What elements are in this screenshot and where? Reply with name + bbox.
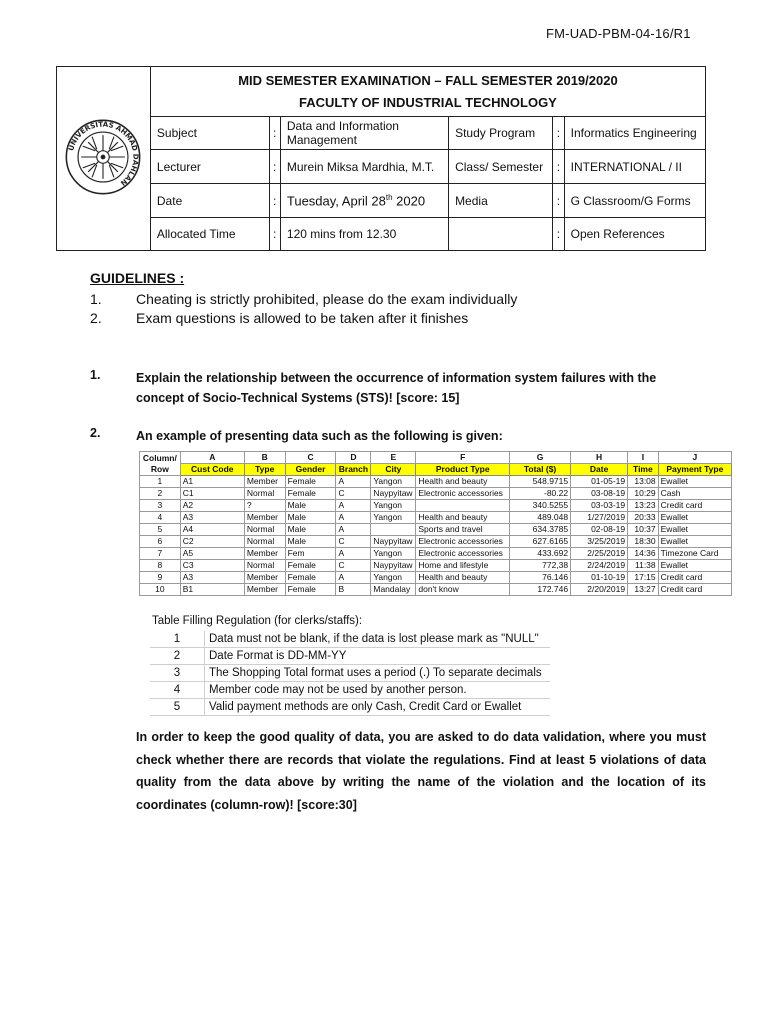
- column-letter: I: [628, 452, 659, 464]
- table-cell: Credit card: [658, 584, 731, 596]
- table-cell: Member: [244, 572, 285, 584]
- table-cell: 3/25/2019: [571, 536, 628, 548]
- table-cell: 01-05-19: [571, 476, 628, 488]
- column-header: Time: [628, 464, 659, 476]
- column-header: Cust Code: [180, 464, 244, 476]
- column-letter: H: [571, 452, 628, 464]
- table-cell: 548.9715: [510, 476, 571, 488]
- column-letter: A: [180, 452, 244, 464]
- guidelines-title: GUIDELINES :: [90, 270, 185, 286]
- table-cell: Male: [285, 500, 336, 512]
- table-cell: A: [336, 548, 371, 560]
- table-cell: Normal: [244, 536, 285, 548]
- table-cell: Cash: [658, 488, 731, 500]
- media-label: Media: [449, 184, 553, 218]
- table-cell: 2/25/2019: [571, 548, 628, 560]
- table-row: [140, 560, 732, 572]
- table-cell: [416, 500, 510, 512]
- column-header: Gender: [285, 464, 336, 476]
- table-cell: A3: [180, 512, 244, 524]
- table-cell: Female: [285, 584, 336, 596]
- table-cell: 03-03-19: [571, 500, 628, 512]
- table-cell: 13:27: [628, 584, 659, 596]
- university-seal-icon: [64, 118, 142, 196]
- date-label: Date: [150, 184, 269, 218]
- table-cell: C: [336, 536, 371, 548]
- table-cell: C3: [180, 560, 244, 572]
- row-number: 1: [140, 476, 181, 488]
- rule-row: 3 The Shopping Total format uses a period (.) To separate decimals: [150, 665, 550, 682]
- table-cell: ?: [244, 500, 285, 512]
- table-cell: A2: [180, 500, 244, 512]
- lecturer-label: Lecturer: [150, 150, 269, 184]
- table-cell: Sports and travel: [416, 524, 510, 536]
- table-cell: 20:33: [628, 512, 659, 524]
- table-cell: A4: [180, 524, 244, 536]
- table-cell: don't know: [416, 584, 510, 596]
- table-row: [140, 488, 732, 500]
- row-number: 3: [140, 500, 181, 512]
- column-header: Branch: [336, 464, 371, 476]
- table-cell: Yangon: [371, 512, 416, 524]
- table-cell: 03-08-19: [571, 488, 628, 500]
- table-cell: Mandalay: [371, 584, 416, 596]
- table-cell: Yangon: [371, 476, 416, 488]
- column-letter: D: [336, 452, 371, 464]
- date-value: Tuesday, April 28th 2020: [280, 184, 448, 218]
- table-cell: 18:30: [628, 536, 659, 548]
- column-header: Total ($): [510, 464, 571, 476]
- table-cell: A3: [180, 572, 244, 584]
- table-cell: 02-08-19: [571, 524, 628, 536]
- table-cell: Normal: [244, 560, 285, 572]
- column-letter: C: [285, 452, 336, 464]
- table-cell: Normal: [244, 524, 285, 536]
- table-cell: Ewallet: [658, 476, 731, 488]
- row-number: 5: [140, 524, 181, 536]
- table-cell: Member: [244, 476, 285, 488]
- table-cell: 76.146: [510, 572, 571, 584]
- study-program-value: Informatics Engineering: [564, 117, 705, 150]
- table-cell: Electronic accessories: [416, 488, 510, 500]
- table-cell: Electronic accessories: [416, 548, 510, 560]
- table-cell: Ewallet: [658, 524, 731, 536]
- table-row: [140, 548, 732, 560]
- table-cell: Ewallet: [658, 536, 731, 548]
- rule-row: 1 Data must not be blank, if the data is lost please mark as "NULL": [150, 631, 550, 648]
- table-cell: Normal: [244, 488, 285, 500]
- table-cell: Male: [285, 536, 336, 548]
- svg-text:UNIVERSITAS AHMAD DAHLAN: UNIVERSITAS AHMAD DAHLAN: [66, 119, 141, 188]
- table-row: [140, 524, 732, 536]
- table-cell: 433.692: [510, 548, 571, 560]
- column-header: Date: [571, 464, 628, 476]
- lecturer-value: Murein Miksa Mardhia, M.T.: [280, 150, 448, 184]
- table-cell: C1: [180, 488, 244, 500]
- table-cell: Yangon: [371, 548, 416, 560]
- column-letter: E: [371, 452, 416, 464]
- table-cell: 627.6165: [510, 536, 571, 548]
- table-cell: Member: [244, 548, 285, 560]
- sample-data-table: [139, 451, 732, 596]
- table-cell: Timezone Card: [658, 548, 731, 560]
- table-cell: C: [336, 488, 371, 500]
- table-cell: 10:29: [628, 488, 659, 500]
- table-cell: Female: [285, 560, 336, 572]
- table-cell: 14:36: [628, 548, 659, 560]
- rule-row: 4 Member code may not be used by another person.: [150, 682, 550, 699]
- column-letter: B: [244, 452, 285, 464]
- table-cell: 1/27/2019: [571, 512, 628, 524]
- question-2: 2. An example of presenting data such as the following is given:: [90, 426, 503, 443]
- empty-label: [449, 218, 553, 251]
- table-row: [140, 476, 732, 488]
- row-number: 4: [140, 512, 181, 524]
- allocated-time-label: Allocated Time: [150, 218, 269, 251]
- table-cell: Health and beauty: [416, 476, 510, 488]
- table-cell: Male: [285, 524, 336, 536]
- table-row: [140, 512, 732, 524]
- rules-table: [150, 631, 550, 716]
- table-cell: Male: [285, 512, 336, 524]
- table-cell: 13:08: [628, 476, 659, 488]
- guideline-item: 1. Cheating is strictly prohibited, please do the exam individually: [90, 291, 518, 307]
- table-cell: Female: [285, 572, 336, 584]
- table-cell: A: [336, 512, 371, 524]
- column-letter: G: [510, 452, 571, 464]
- column-header: City: [371, 464, 416, 476]
- column-header: Product Type: [416, 464, 510, 476]
- table-cell: 634.3785: [510, 524, 571, 536]
- table-cell: Credit card: [658, 572, 731, 584]
- table-cell: 489.048: [510, 512, 571, 524]
- table-cell: Female: [285, 488, 336, 500]
- table-row: [140, 584, 732, 596]
- table-cell: 10:37: [628, 524, 659, 536]
- row-number: 6: [140, 536, 181, 548]
- table-cell: 13:23: [628, 500, 659, 512]
- table-cell: A: [336, 524, 371, 536]
- rule-row: 2 Date Format is DD-MM-YY: [150, 648, 550, 665]
- university-logo: [57, 67, 151, 251]
- table-cell: Ewallet: [658, 512, 731, 524]
- table-cell: [371, 524, 416, 536]
- exam-title-line2: FACULTY OF INDUSTRIAL TECHNOLOGY: [299, 94, 557, 110]
- table-cell: A: [336, 500, 371, 512]
- table-cell: B: [336, 584, 371, 596]
- table-cell: Female: [285, 476, 336, 488]
- table-cell: C2: [180, 536, 244, 548]
- table-cell: Credit card: [658, 500, 731, 512]
- table-cell: 172.746: [510, 584, 571, 596]
- table-cell: Fem: [285, 548, 336, 560]
- table-cell: B1: [180, 584, 244, 596]
- allocated-time-value: 120 mins from 12.30: [280, 218, 448, 251]
- subject-label: Subject: [150, 117, 269, 150]
- table-cell: Member: [244, 512, 285, 524]
- row-number: 10: [140, 584, 181, 596]
- table-cell: Yangon: [371, 500, 416, 512]
- exam-header-table: UNIVERSITAS AHMAD DAHLAN MID SEMESTER EXAMINATION – FALL SEMESTER 2019/2020 FACULTY OF INDUSTRIAL TECHNOLOGY Subject : Data and Information Management Study Program : Informatics Engineering Lecturer : Murein Miksa Mardhia, M.T. Class/ Semester : INTERNATIONAL / II Date : Tuesday, April 28th 2020 Media : G Classroom/G Forms Allocated Time : 120 mins from 12.30 : Open References: [56, 66, 706, 251]
- class-semester-label: Class/ Semester: [449, 150, 553, 184]
- row-number: 9: [140, 572, 181, 584]
- table-cell: Electronic accessories: [416, 536, 510, 548]
- table-cell: 772,38: [510, 560, 571, 572]
- exam-title-line1: MID SEMESTER EXAMINATION – FALL SEMESTER 2019/2020: [238, 72, 618, 88]
- table-row: [140, 572, 732, 584]
- row-number: 8: [140, 560, 181, 572]
- table-cell: 11:38: [628, 560, 659, 572]
- table-cell: A: [336, 476, 371, 488]
- table-cell: 17:15: [628, 572, 659, 584]
- guideline-item: 2. Exam questions is allowed to be taken after it finishes: [90, 310, 469, 326]
- table-cell: Member: [244, 584, 285, 596]
- table-cell: A: [336, 572, 371, 584]
- table-row: [140, 536, 732, 548]
- instruction-paragraph: In order to keep the good quality of data, you are asked to do data validation, where you must check whether there are records that violate the regulations. Find at least 5 violations of data quality from the data above by writing the name of the violation and the location of its coordinates (column-row)! [score:30]: [136, 730, 706, 812]
- media-value: G Classroom/G Forms: [564, 184, 705, 218]
- rules-title: Table Filling Regulation (for clerks/staffs):: [152, 615, 363, 627]
- column-header: Payment Type: [658, 464, 731, 476]
- column-letter: F: [416, 452, 510, 464]
- subject-value: Data and Information Management: [280, 117, 448, 150]
- table-cell: Yangon: [371, 572, 416, 584]
- table-cell: -80.22: [510, 488, 571, 500]
- table-cell: Ewallet: [658, 560, 731, 572]
- table-cell: Naypyitaw: [371, 536, 416, 548]
- table-cell: 340.5255: [510, 500, 571, 512]
- table-cell: Health and beauty: [416, 572, 510, 584]
- column-header: Type: [244, 464, 285, 476]
- question-1: 1. Explain the relationship between the occurrence of information system failures with the concept of Socio-Technical Systems (STS)! [score: 15]: [90, 368, 657, 405]
- column-letter: J: [658, 452, 731, 464]
- table-row: [140, 500, 732, 512]
- table-cell: Naypyitaw: [371, 488, 416, 500]
- table-cell: 2/20/2019: [571, 584, 628, 596]
- row-number: 7: [140, 548, 181, 560]
- table-cell: Naypyitaw: [371, 560, 416, 572]
- table-cell: 01-10-19: [571, 572, 628, 584]
- table-cell: A1: [180, 476, 244, 488]
- table-cell: Home and lifestyle: [416, 560, 510, 572]
- rule-row: 5 Valid payment methods are only Cash, Credit Card or Ewallet: [150, 699, 550, 716]
- exam-title: [150, 67, 705, 117]
- document-code: FM-UAD-PBM-04-16/R1: [546, 26, 691, 41]
- table-cell: Health and beauty: [416, 512, 510, 524]
- table-cell: A5: [180, 548, 244, 560]
- class-semester-value: INTERNATIONAL / II: [564, 150, 705, 184]
- study-program-label: Study Program: [449, 117, 553, 150]
- references-value: Open References: [564, 218, 705, 251]
- row-number: 2: [140, 488, 181, 500]
- table-cell: 2/24/2019: [571, 560, 628, 572]
- corner-cell: Column/ Row: [140, 452, 181, 476]
- table-cell: C: [336, 560, 371, 572]
